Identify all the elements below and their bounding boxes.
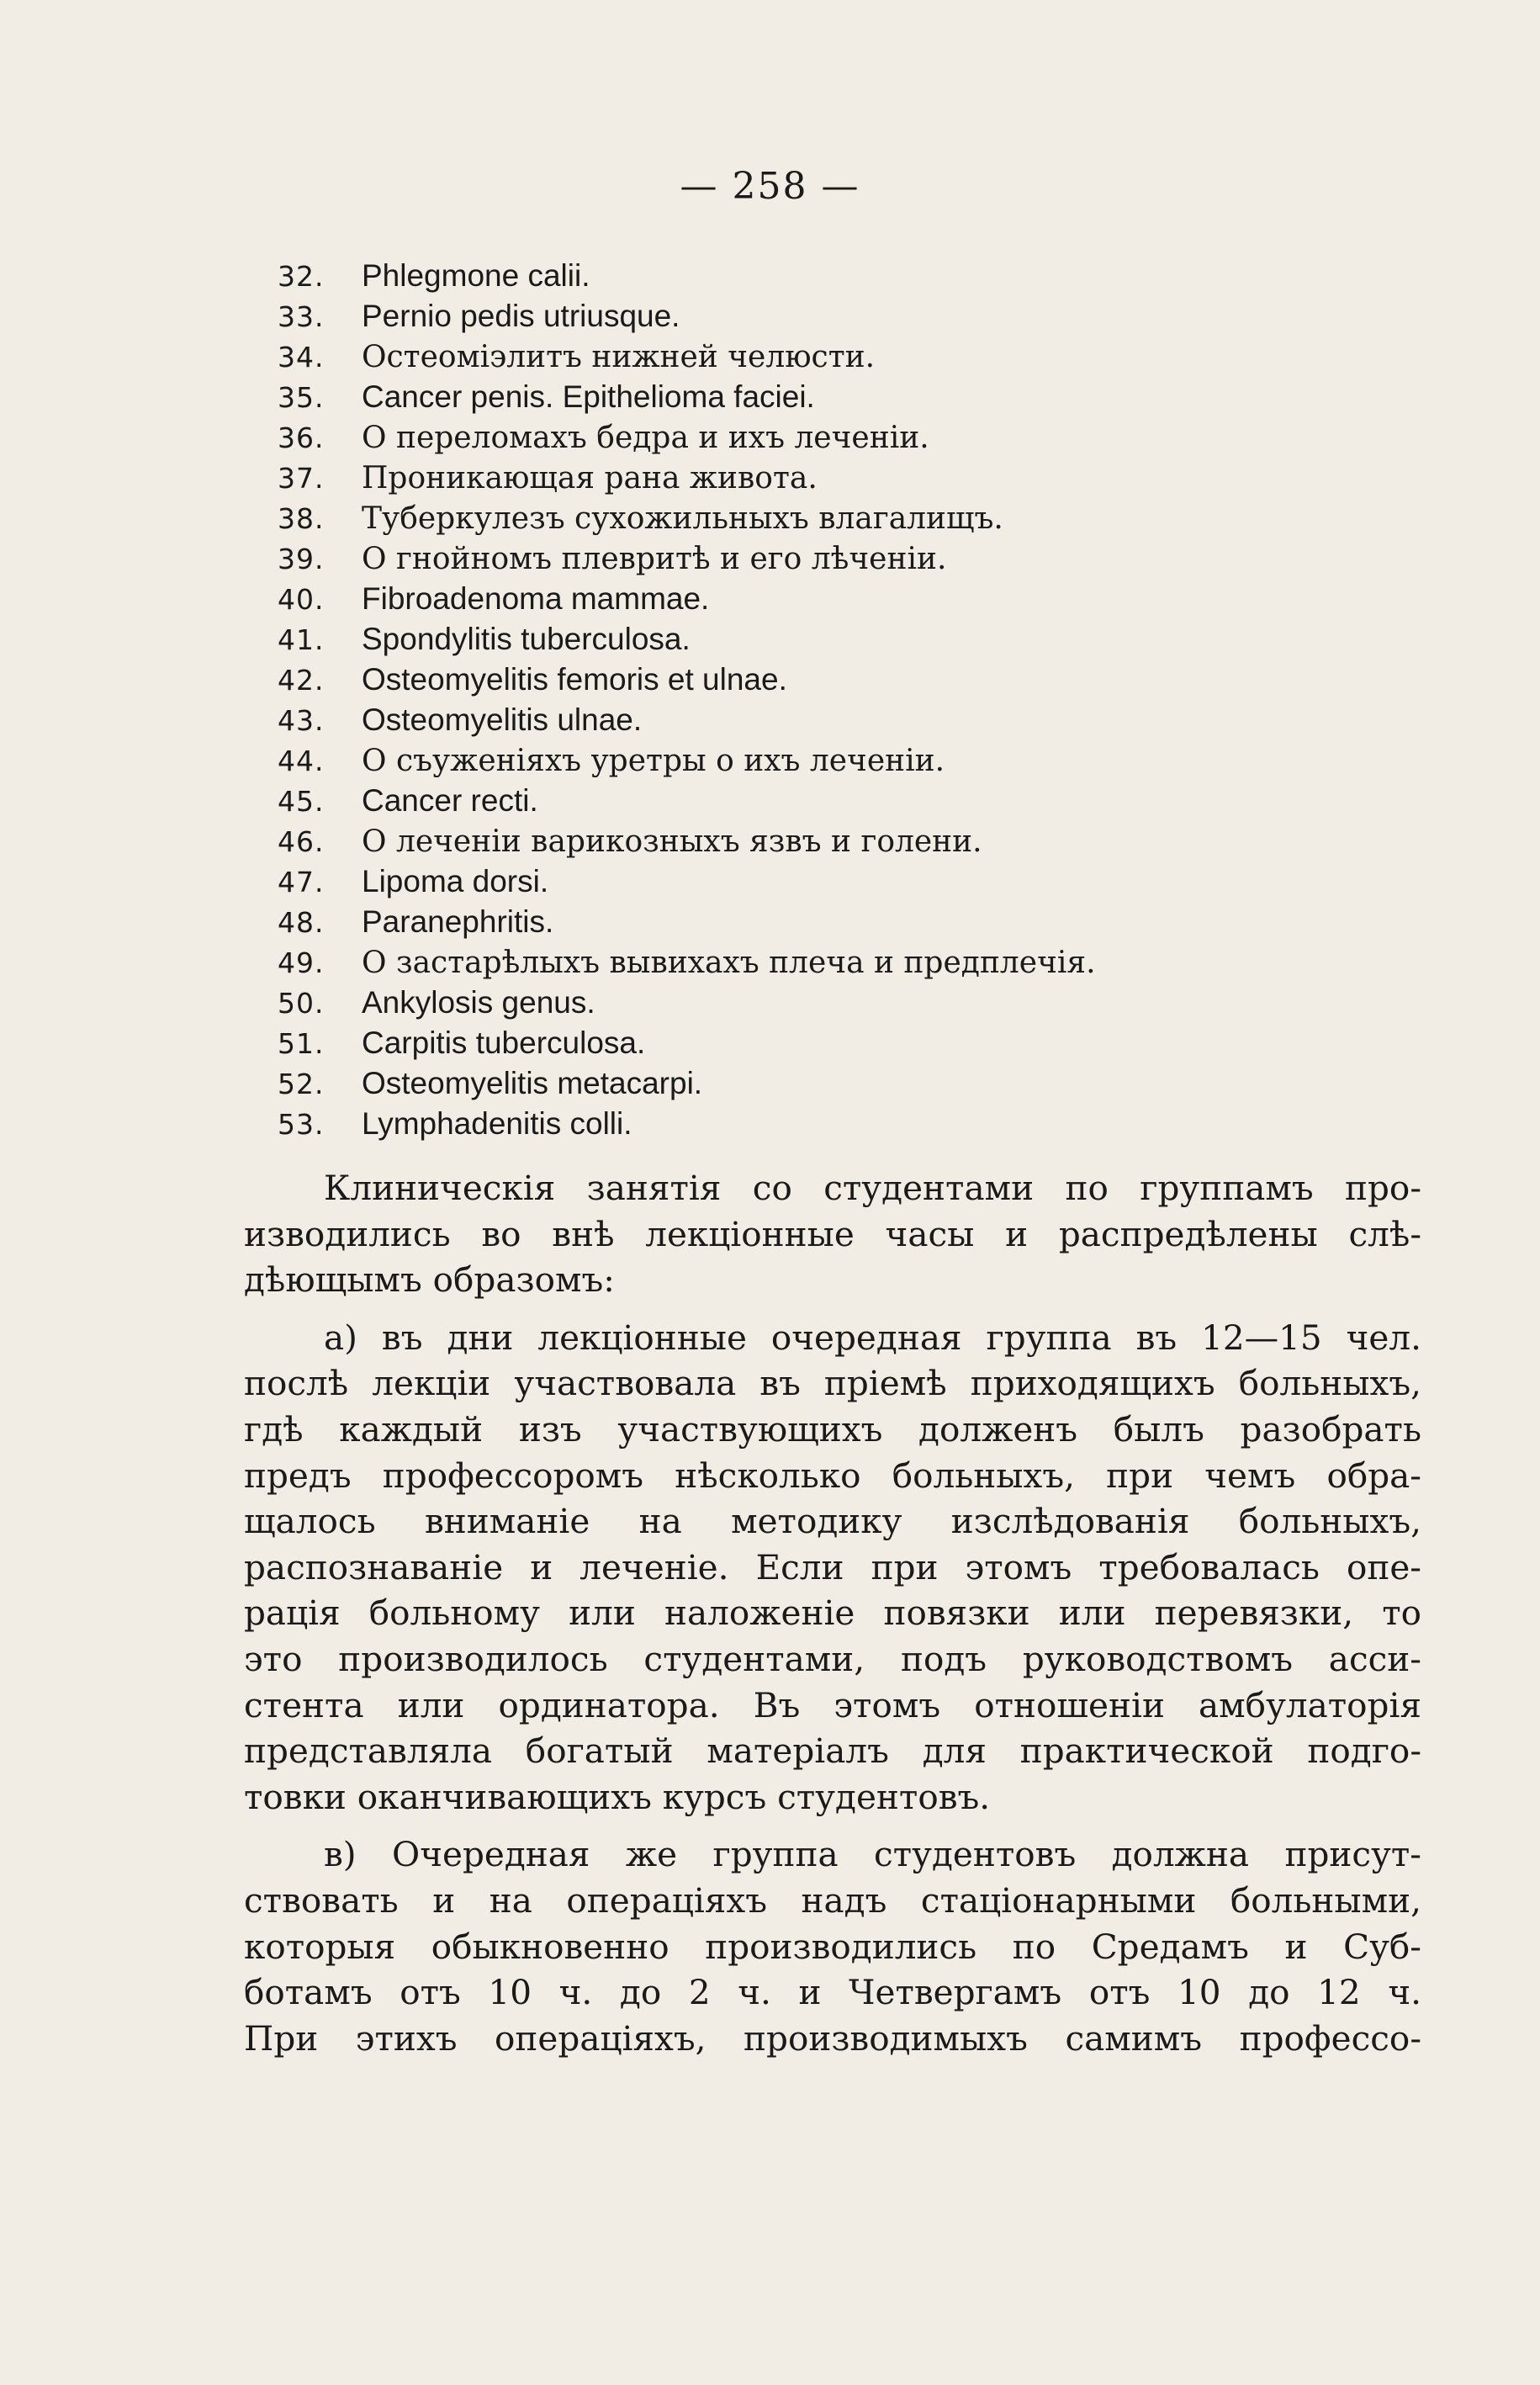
text-line: Клиническія занятія со студентами по группамъ про- bbox=[324, 1168, 1421, 1208]
case-list-item bbox=[278, 619, 1096, 660]
page-number: — 258 — bbox=[680, 165, 860, 208]
case-number: 39. bbox=[278, 542, 325, 575]
text-line: товки оканчивающихъ курсъ студентовъ. bbox=[244, 1776, 991, 1817]
case-number: 32. bbox=[278, 259, 325, 293]
case-list-item bbox=[278, 579, 1096, 619]
case-list-item bbox=[278, 821, 1096, 861]
case-list-item bbox=[278, 740, 1096, 781]
case-number: 50. bbox=[278, 986, 325, 1020]
case-title: Остеоміэлитъ нижней челюсти. bbox=[362, 339, 876, 374]
text-line: ботамъ отъ 10 ч. до 2 ч. и Четвергамъ отъ 10 до 12 ч. bbox=[244, 1972, 1421, 2013]
text-line: При этихъ операціяхъ, производимыхъ самимъ профессо- bbox=[244, 2017, 1421, 2059]
case-list-item bbox=[278, 700, 1096, 740]
case-title: Carpitis tuberculosa. bbox=[362, 1026, 646, 1060]
case-title: Paranephritis. bbox=[362, 904, 554, 939]
case-title: Cancer penis. Epithelioma faciei. bbox=[362, 379, 815, 414]
text-line: гдѣ каждый изъ участвующихъ долженъ былъ разобрать bbox=[244, 1408, 1421, 1450]
case-list-item bbox=[278, 458, 1096, 498]
case-number: 46. bbox=[278, 824, 325, 858]
case-list-item bbox=[278, 1104, 1096, 1144]
paragraph bbox=[244, 1165, 1421, 1303]
case-list-item bbox=[278, 660, 1096, 700]
case-number: 52. bbox=[278, 1067, 325, 1100]
case-title: Ankylosis genus. bbox=[362, 985, 595, 1020]
case-number: 51. bbox=[278, 1026, 325, 1060]
case-number: 38. bbox=[278, 501, 325, 535]
case-title: Туберкулезъ сухожильныхъ влагалищъ. bbox=[362, 501, 1003, 536]
case-number: 40. bbox=[278, 582, 325, 616]
case-number: 49. bbox=[278, 946, 325, 979]
case-number: 33. bbox=[278, 299, 325, 333]
case-list-item bbox=[278, 417, 1096, 458]
case-title: Pernio pedis utriusque. bbox=[362, 299, 680, 333]
case-number: 45. bbox=[278, 784, 325, 818]
text-line: дѣющымъ образомъ: bbox=[244, 1259, 615, 1301]
case-number: 44. bbox=[278, 744, 325, 777]
case-title: Osteomyelitis femoris et ulnae. bbox=[362, 662, 787, 697]
text-line: предъ профессоромъ нѣсколько больныхъ, при чемъ обра- bbox=[244, 1455, 1421, 1496]
paragraph bbox=[244, 1315, 1421, 1821]
case-list-item bbox=[278, 983, 1096, 1023]
text-line: в) Очередная же группа студентовъ должна присут- bbox=[324, 1834, 1421, 1875]
case-title: О леченіи варикозныхъ язвъ и голени. bbox=[362, 824, 982, 859]
case-list-item bbox=[278, 256, 1096, 296]
case-title: О съуженіяхъ уретры о ихъ леченіи. bbox=[362, 743, 945, 778]
case-number: 35. bbox=[278, 380, 325, 414]
case-list-item bbox=[278, 498, 1096, 538]
case-title: Phlegmone calii. bbox=[362, 258, 590, 293]
case-list-item bbox=[278, 861, 1096, 902]
text-line: стента или ординатора. Въ этомъ отношеніи амбулаторія bbox=[244, 1684, 1421, 1725]
text-line: а) въ дни лекціонные очередная группа въ 12—15 чел. bbox=[324, 1317, 1421, 1358]
case-title: Osteomyelitis metacarpi. bbox=[362, 1066, 703, 1100]
case-title: Проникающая рана живота. bbox=[362, 460, 818, 496]
case-number: 41. bbox=[278, 623, 325, 656]
case-list-item bbox=[278, 538, 1096, 579]
case-list-item bbox=[278, 337, 1096, 377]
paragraph-gap bbox=[244, 1303, 1421, 1315]
case-number: 43. bbox=[278, 703, 325, 737]
case-number: 47. bbox=[278, 865, 325, 898]
case-number: 53. bbox=[278, 1107, 325, 1141]
case-number: 37. bbox=[278, 461, 325, 495]
case-list-item bbox=[278, 296, 1096, 337]
body-text bbox=[244, 1165, 1421, 2061]
text-line: которыя обыкновенно производились по Средамъ и Суб- bbox=[244, 1926, 1421, 1967]
case-title: Lipoma dorsi. bbox=[362, 864, 549, 898]
case-list-item bbox=[278, 1063, 1096, 1104]
case-list-item bbox=[278, 902, 1096, 942]
case-title: Fibroadenoma mammae. bbox=[362, 581, 710, 616]
text-line: послѣ лекціи участвовала въ пріемѣ приходящихъ больныхъ, bbox=[244, 1363, 1421, 1404]
case-list-item bbox=[278, 781, 1096, 821]
case-title: Lymphadenitis colli. bbox=[362, 1106, 632, 1141]
case-number: 34. bbox=[278, 340, 325, 374]
text-line: это производилось студентами, подъ руководствомъ асси- bbox=[244, 1638, 1421, 1679]
case-title: О гнойномъ плевритѣ и его лѣченіи. bbox=[362, 541, 947, 576]
case-list-item bbox=[278, 1023, 1096, 1063]
case-number: 42. bbox=[278, 663, 325, 697]
case-list-item bbox=[278, 942, 1096, 983]
case-number: 48. bbox=[278, 905, 325, 939]
paragraph bbox=[244, 1831, 1421, 2061]
case-title: Spondylitis tuberculosa. bbox=[362, 622, 691, 656]
text-line: изводились во внѣ лекціонные часы и распредѣлены слѣ- bbox=[244, 1213, 1421, 1254]
text-line: рація больному или наложеніе повязки или перевязки, то bbox=[244, 1593, 1421, 1634]
text-line: щалось вниманіе на методику изслѣдованія больныхъ, bbox=[244, 1501, 1421, 1542]
case-number: 36. bbox=[278, 421, 325, 454]
case-list bbox=[278, 256, 1096, 1144]
case-title: О переломахъ бедра и ихъ леченіи. bbox=[362, 420, 929, 455]
paragraph-gap bbox=[244, 1820, 1421, 1831]
text-line: представляла богатый матеріалъ для практической подго- bbox=[244, 1730, 1421, 1772]
case-title: Osteomyelitis ulnae. bbox=[362, 702, 643, 737]
case-title: Cancer recti. bbox=[362, 783, 538, 818]
text-line: ствовать и на операціяхъ надъ стаціонарными больными, bbox=[244, 1879, 1421, 1921]
text-line: распознаваніе и леченіе. Если при этомъ требовалась опе- bbox=[244, 1546, 1421, 1587]
case-title: О застарѣлыхъ вывихахъ плеча и предплечія. bbox=[362, 945, 1096, 980]
case-list-item bbox=[278, 377, 1096, 417]
